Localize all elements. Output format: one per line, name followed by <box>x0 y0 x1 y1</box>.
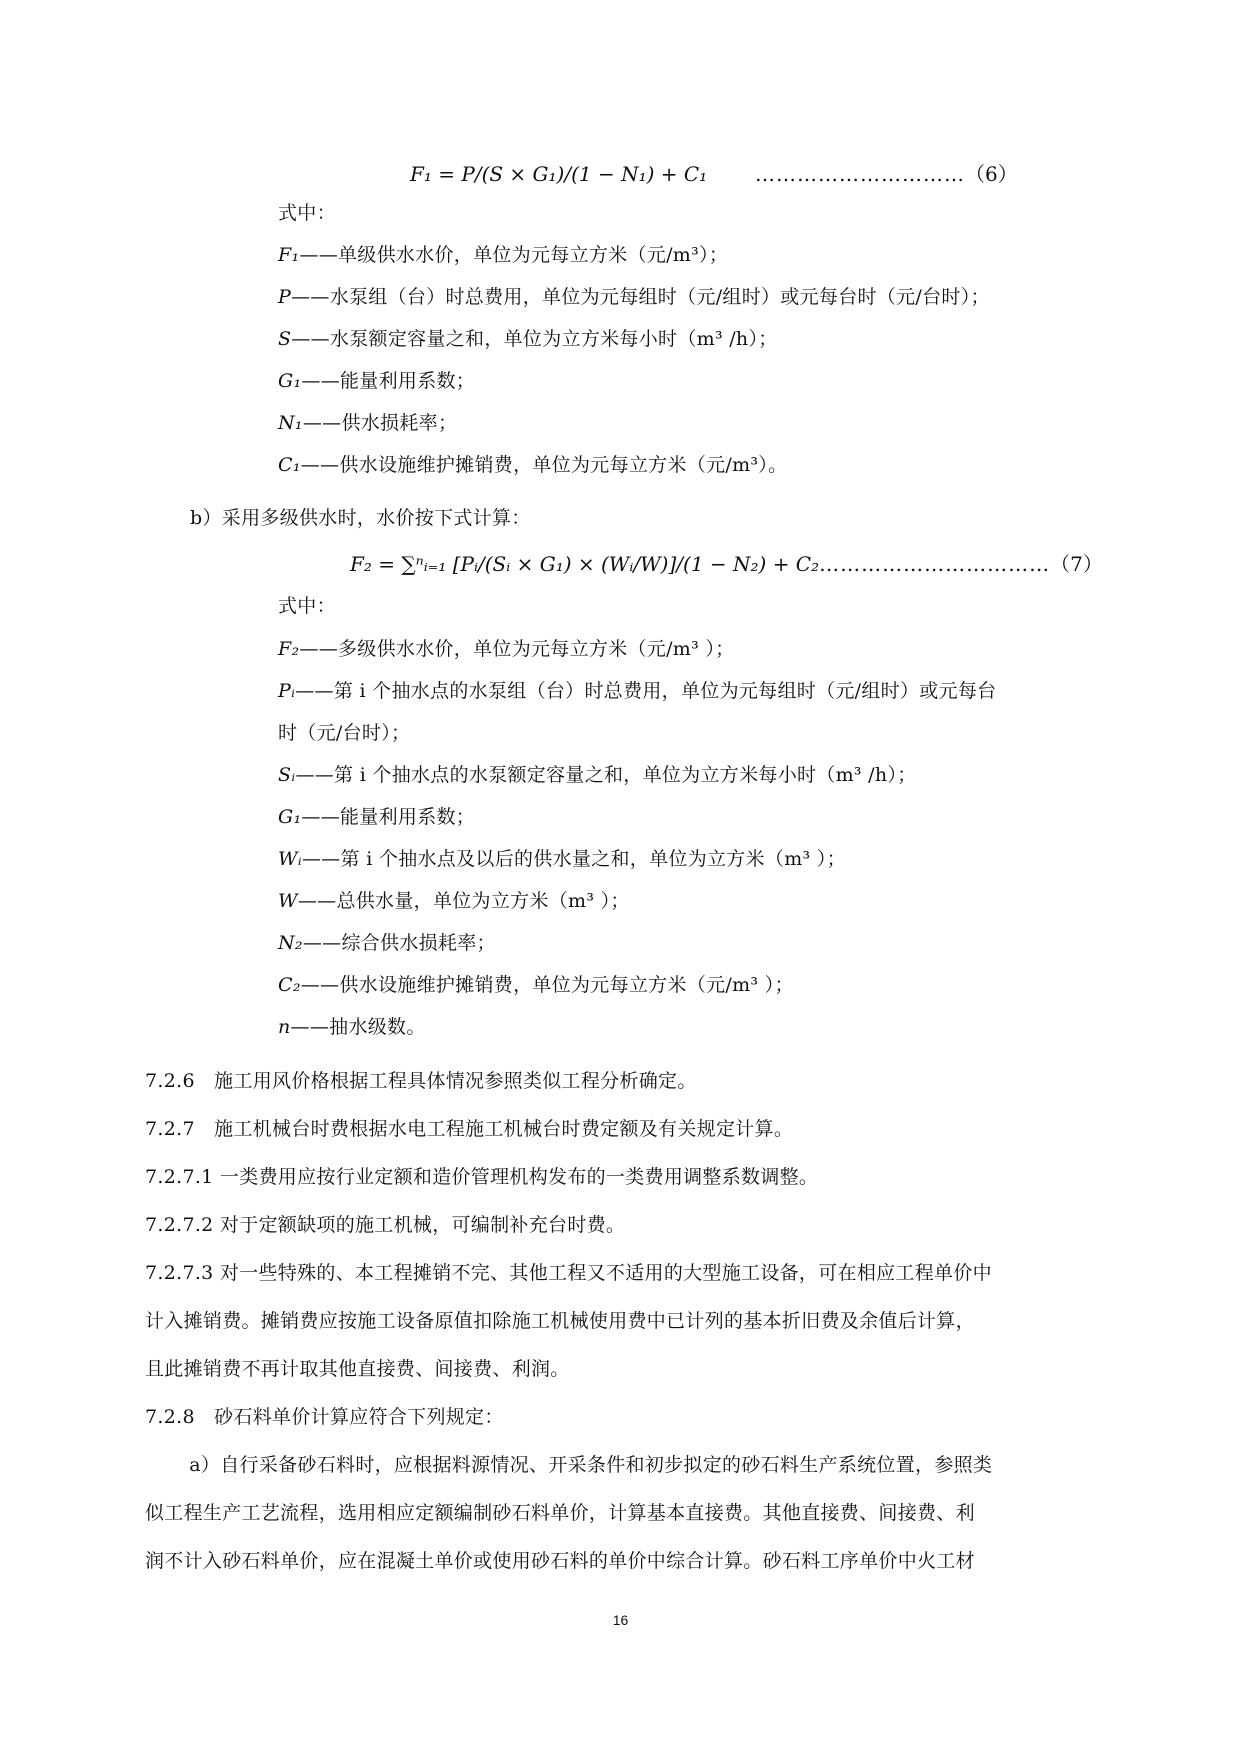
definition-line <box>278 762 917 788</box>
formula-6 <box>410 160 707 188</box>
definition-text: ——供水损耗率； <box>302 412 458 434</box>
page-number: 16 <box>612 1612 629 1628</box>
definition-symbol: G₁ <box>278 806 302 828</box>
definition-text: ——综合供水损耗率； <box>302 932 496 954</box>
definition-text: ——抽水级数。 <box>290 1016 426 1038</box>
clause-7-2-6: 7.2.6 施工用风价格根据工程具体情况参照类似工程分析确定。 <box>145 1070 697 1092</box>
definition-text: ——水泵额定容量之和，单位为立方米每小时（m³ /h）； <box>291 328 778 350</box>
definition-symbol: P <box>278 286 292 308</box>
definition-text: ——总供水量，单位为立方米（m³ ）； <box>297 890 630 912</box>
clause-7-2-8-a-cont: 似工程生产工艺流程，选用相应定额编制砂石料单价，计算基本直接费。其他直接费、间接费、利 <box>145 1502 975 1524</box>
definition-line <box>278 846 846 872</box>
definition-text: ——第 i 个抽水点及以后的供水量之和，单位为立方米（m³ ）； <box>301 848 846 870</box>
definition-line <box>278 804 475 830</box>
formula-6-expression: F₁ = P/(S × G₁)/(1 − N₁) + C₁ <box>410 162 708 186</box>
definition-symbol: C₂ <box>278 974 301 996</box>
definition-symbol: Pᵢ <box>278 680 296 702</box>
clause-7-2-8-a-cont: 润不计入砂石料单价，应在混凝土单价或使用砂石料的单价中综合计算。砂石料工序单价中火工材 <box>145 1550 975 1572</box>
definition-line <box>278 1014 426 1040</box>
definition-line <box>278 888 630 914</box>
definition-symbol: F₁ <box>278 244 300 266</box>
definition-line <box>278 972 794 998</box>
definition-text: ——第 i 个抽水点的水泵额定容量之和，单位为立方米每小时（m³ /h）； <box>295 764 917 786</box>
where-label-2: 式中： <box>278 595 336 617</box>
formula-7 <box>350 550 1103 578</box>
definition-symbol: G₁ <box>278 370 302 392</box>
clause-7-2-7-3-cont: 计入摊销费。摊销费应按施工设备原值扣除施工机械使用费中已计列的基本折旧费及余值后计算， <box>145 1310 975 1332</box>
definition-text: ——能量利用系数； <box>301 806 476 828</box>
definition-symbol: n <box>278 1016 291 1038</box>
definition-line <box>278 410 457 436</box>
formula-6-number-row <box>755 160 1018 188</box>
definition-line <box>278 242 728 268</box>
definition-symbol: Sᵢ <box>278 764 296 786</box>
definition-symbol: W <box>278 890 298 912</box>
definition-line <box>278 636 734 662</box>
definition-text: ——第 i 个抽水点的水泵组（台）时总费用，单位为元每组时（元/组时）或元每台 <box>295 680 997 702</box>
clause-7-2-7: 7.2.7 施工机械台时费根据水电工程施工机械台时费定额及有关规定计算。 <box>145 1118 794 1140</box>
clause-7-2-7-3: 7.2.7.3 对一些特殊的、本工程摊销不完、其他工程又不适用的大型施工设备，可在相应工程单价中 <box>145 1262 992 1284</box>
definition-line <box>278 452 787 478</box>
definition-line <box>278 678 996 704</box>
definition-line <box>278 368 475 394</box>
clause-7-2-7-3-cont: 且此摊销费不再计取其他直接费、间接费、利润。 <box>145 1358 570 1380</box>
definition-line <box>278 930 496 956</box>
definition-symbol: Wᵢ <box>278 848 302 870</box>
definition-symbol: C₁ <box>278 454 301 476</box>
definition-symbol: N₂ <box>278 932 303 954</box>
definition-text: ——水泵组（台）时总费用，单位为元每组时（元/组时）或元每台时（元/台时）； <box>291 286 990 308</box>
item-b: b）采用多级供水时，水价按下式计算： <box>190 507 531 529</box>
definition-symbol: N₁ <box>278 412 303 434</box>
clause-7-2-7-1: 7.2.7.1 一类费用应按行业定额和造价管理机构发布的一类费用调整系数调整。 <box>145 1166 819 1188</box>
formula-7-expression: F₂ = ∑ⁿᵢ₌₁ [Pᵢ/(Sᵢ × G₁) × (Wᵢ/W)]/(1 − N₂) + C₂ <box>350 552 820 576</box>
clause-7-2-8-a: a）自行采备砂石料时，应根据料源情况、开采条件和初步拟定的砂石料生产系统位置，参照类 <box>170 1454 993 1476</box>
clause-7-2-7-2: 7.2.7.2 对于定额缺项的施工机械，可编制补充台时费。 <box>145 1214 626 1236</box>
definition-symbol: F₂ <box>278 638 300 660</box>
formula-7-dots: …………………………… <box>819 552 1051 576</box>
definition-text: ——供水设施维护摊销费，单位为元每立方米（元/m³ ）； <box>300 974 794 996</box>
formula-6-number: （6） <box>965 162 1018 186</box>
definition-line <box>278 284 990 310</box>
definition-text: ——多级供水水价，单位为元每立方米（元/m³ ）； <box>299 638 735 660</box>
definition-text: ——能量利用系数； <box>301 370 476 392</box>
definition-line <box>278 720 410 746</box>
definition-text: ——供水设施维护摊销费，单位为元每立方米（元/m³）。 <box>300 454 788 476</box>
formula-7-number: （7） <box>1050 552 1103 576</box>
formula-6-dots: ………………………… <box>755 162 965 186</box>
where-label-1: 式中： <box>278 202 336 224</box>
definition-text: ——单级供水水价，单位为元每立方米（元/m³）； <box>299 244 729 266</box>
definition-text: 时（元/台时）； <box>278 722 411 744</box>
definition-symbol: S <box>278 328 292 350</box>
definition-line <box>278 326 778 352</box>
clause-7-2-8: 7.2.8 砂石料单价计算应符合下列规定： <box>145 1406 504 1428</box>
